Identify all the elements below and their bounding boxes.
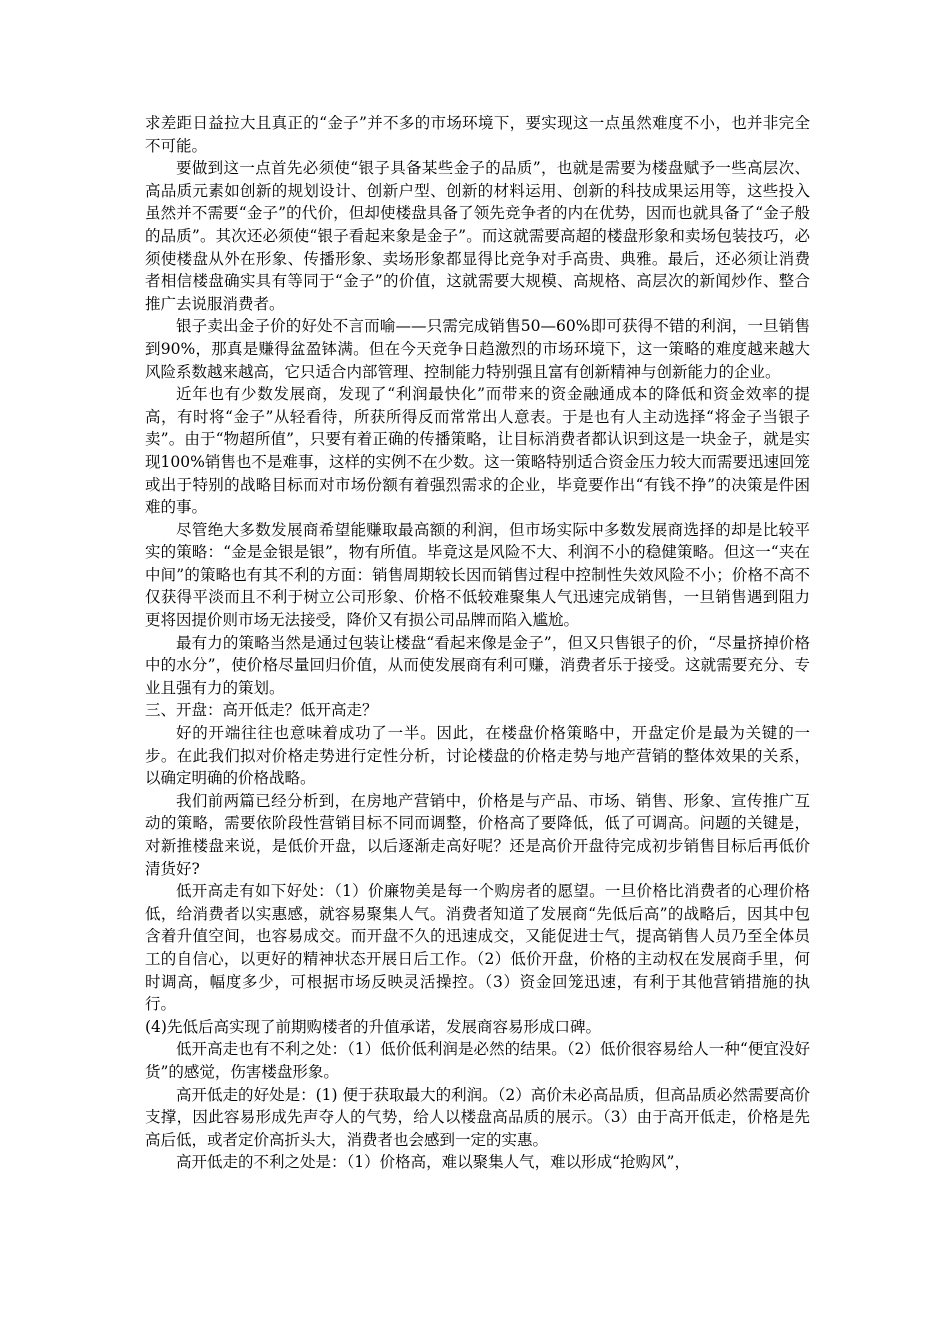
- paragraph-low-open-benefits: 低开高走有如下好处：（1）价廉物美是每一个购房者的愿望。一旦价格比消费者的心理价格低，给消费者以实惠感，就容易聚集人气。消费者知道了发展商“先低后高”的战略后，因其中包含着升值空间，也容易成交。而开盘不久的迅速成交，又能促进士气，提高销售人员乃至全体员工的自信心，以更好的精神状态开展日后工作。（2）低价开盘，价格的主动权在发展商手里，何时调高，幅度多少，可根据市场反映灵活操控。（3）资金回笼迅速，有利于其他营销措施的执行。: [145, 882, 810, 1014]
- paragraph-silver-gold-quality: 要做到这一点首先必须使“银子具备某些金子的品质”，也就是需要为楼盘赋予一些高层次、高品质元素如创新的规划设计、创新户型、创新的材料运用、创新的科技成果运用等，这些投入虽然并不需要“金子”的代价，但却使楼盘具备了领先竞争者的内在优势，因而也就具备了“金子般的品质”。其次还必须使“银子看起来象是金子”。而这就需要高超的楼盘形象和卖场包装技巧，必须使楼盘从外在形象、传播形象、卖场形象都显得比竞争对手高贵、典雅。最后，还必须让消费者相信楼盘确实具有等同于“金子”的价值，这就需要大规模、高规格、高层次的新闻炒作、整合推广去说服消费者。: [145, 159, 810, 313]
- paragraph-high-open-benefits: 高开低走的好处是：(1) 便于获取最大的利润。（2）高价未必高品质，但高品质必然需要高价支撑，因此容易形成先声夺人的气势，给人以楼盘高品质的展示。（3）由于高开低走，价格是先高后低，或者定价高折头大，消费者也会感到一定的实惠。: [145, 1085, 810, 1149]
- paragraph-low-open-drawbacks: 低开高走也有不利之处：（1）低价低利润是必然的结果。（2）低价很容易给人一种“便宜没好货”的感觉，伤害楼盘形象。: [145, 1040, 810, 1081]
- paragraph-high-open-drawbacks: 高开低走的不利之处是：（1）价格高，难以聚集人气，难以形成“抢购风”，: [176, 1153, 690, 1172]
- paragraph-good-start: 好的开端往往也意味着成功了一半。因此，在楼盘价格策略中，开盘定价是最为关键的一步。在此我们拟对价格走势进行定性分析，讨论楼盘的价格走势与地产营销的整体效果的关系，以确定明确的价格战略。: [145, 724, 810, 788]
- paragraph-previous-analysis: 我们前两篇已经分析到，在房地产营销中，价格是与产品、市场、销售、形象、宣传推广互动的策略，需要依阶段性营销目标不同而调整，价格高了要降低，低了可调高。问题的关键是，对新推楼盘来说，是低价开盘，以后逐渐走高好呢？还是高价开盘待完成初步销售目标后再低价清货好?: [145, 791, 810, 878]
- paragraph-continuation: 求差距日益拉大且真正的“金子”并不多的市场环境下，要实现这一点虽然难度不小，也并非完全不可能。: [145, 114, 810, 155]
- paragraph-silver-gold-price: 银子卖出金子价的好处不言而喻——只需完成销售50—60%即可获得不错的利润，一旦销售到90%，那真是赚得盆盈钵满。但在今天竞争日趋激烈的市场环境下，这一策略的难度越来越大风险系数越来越高，它只适合内部管理、控制能力特别强且富有创新精神与创新能力的企业。: [145, 317, 810, 381]
- paragraph-middle-strategy: 尽管绝大多数发展商希望能赚取最高额的利润，但市场实际中多数发展商选择的却是比较平实的策略：“金是金银是银”，物有所值。毕竟这是风险不大、利润不小的稳健策略。但这一“夹在中间”的策略也有其不利的方面：销售周期较长因而销售过程中控制性失效风险不小；价格不高不仅获得平淡而且不利于树立公司形象、价格不低较难聚集人气迅速完成销售，一旦销售遇到阻力更将因提价则市场无法接受，降价又有损公司品牌而陷入尴尬。: [145, 520, 810, 630]
- paragraph-gold-as-silver: 近年也有少数发展商，发现了“利润最快化”而带来的资金融通成本的降低和资金效率的提高，有时将“金子”从轻看待，所获所得反而常常出人意表。于是也有人主动选择“将金子当银子卖”。由于“物超所值”，只要有着正确的传播策略，让目标消费者都认识到这是一块金子，就是实现100%销售也不是难事，这样的实例不在少数。这一策略特别适合资金压力较大而需要迅速回笼或出于特别的战略目标而对市场份额有着强烈需求的企业，毕竟要作出“有钱不挣”的决策是件困难的事。: [145, 385, 810, 517]
- section-heading: 三、开盘：高开低走？低开高走？: [145, 701, 378, 720]
- paragraph-best-strategy: 最有力的策略当然是通过包装让楼盘“看起来像是金子”，但又只售银子的价，“尽量挤掉价格中的水分”，使价格尽量回归价值，从而使发展商有利可赚，消费者乐于接受。这就需要充分、专业且强有力的策划。: [145, 633, 810, 697]
- document-page: [145, 112, 810, 1174]
- paragraph-point-four: (4)先低后高实现了前期购楼者的升值承诺，发展商容易形成口碑。: [145, 1017, 601, 1036]
